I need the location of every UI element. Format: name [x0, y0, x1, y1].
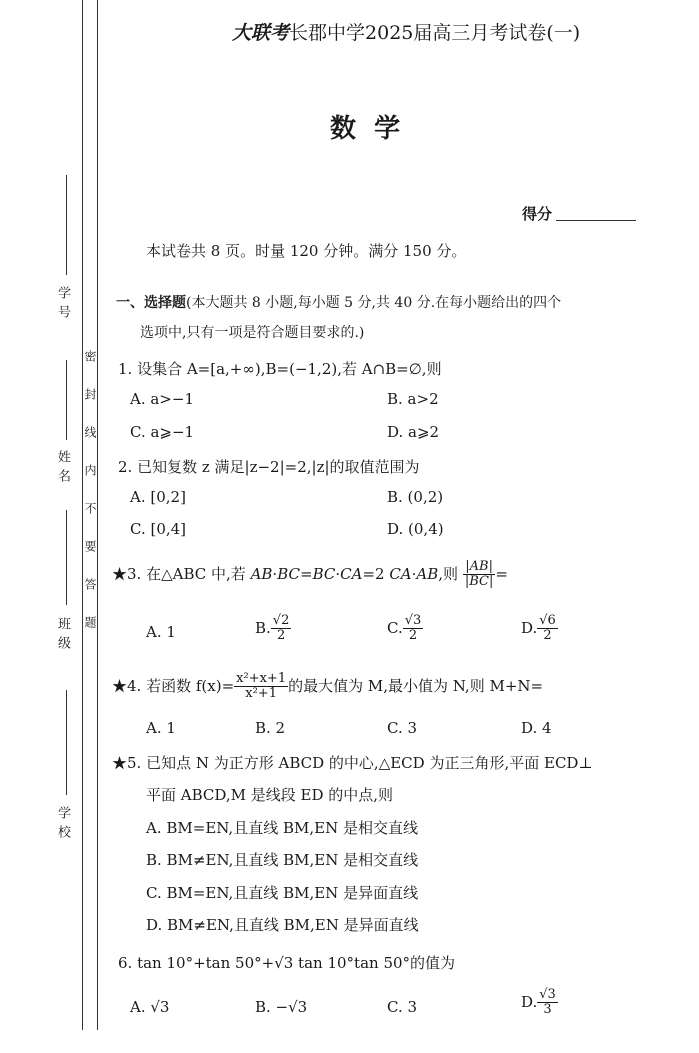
class-field[interactable]	[66, 510, 67, 605]
q1-option-d[interactable]: D. a⩾2	[387, 423, 440, 441]
exam-header	[232, 18, 580, 45]
q1-option-a[interactable]: A. a>−1	[130, 390, 194, 408]
name-field[interactable]	[66, 360, 67, 440]
section-desc-2: 选项中,只有一项是符合题目要求的.)	[140, 325, 365, 341]
q6-option-c[interactable]: C. 3	[387, 998, 418, 1016]
q3-option-c-label: C.	[387, 618, 403, 637]
q4-stem	[112, 672, 543, 702]
q5-option-b[interactable]: B. BM≠EN,且直线 BM,EN 是相交直线	[146, 851, 419, 869]
q4-star-icon: ★	[112, 676, 128, 695]
q3-star-icon: ★	[112, 564, 128, 583]
q2-option-a[interactable]: A. [0,2]	[130, 488, 186, 506]
side-label-student-id: 学号	[55, 286, 70, 324]
q1-stem: 1. 设集合 A=[a,+∞),B=(−1,2),若 A∩B=∅,则	[118, 360, 442, 378]
score-label: 得分	[522, 205, 553, 223]
q3-option-c-fraction: $\frac{√3}{2}$	[404, 613, 422, 644]
q4-option-d[interactable]: D. 4	[521, 719, 552, 737]
exam-title: 长郡中学2025届高三月考试卷(一)	[289, 22, 581, 44]
q6-stem: 6. tan 10°+tan 50°+√3 tan 10°tan 50°的值为	[118, 954, 456, 972]
q3-option-b[interactable]	[255, 614, 291, 644]
q4-function-fraction: $\frac{\text{x²+x+1}}{\text{x²+1}}$	[236, 671, 287, 702]
q3-option-d-fraction: $\frac{√6}{2}$	[539, 613, 556, 644]
q2-stem: 2. 已知复数 z 满足|z−2|=2,|z|的取值范围为	[118, 458, 420, 476]
section-title: 一、选择题	[116, 295, 186, 311]
q3-option-d-label: D.	[521, 618, 538, 637]
q3-option-b-label: B.	[255, 618, 271, 637]
q4-option-b[interactable]: B. 2	[255, 719, 286, 737]
q5-stem-line1	[112, 752, 593, 773]
q5-option-c[interactable]: C. BM=EN,且直线 BM,EN 是异面直线	[146, 884, 419, 902]
q3-ratio-fraction: $\frac{|AB|}{|BC|}$	[464, 559, 494, 590]
q1-option-c[interactable]: C. a⩾−1	[130, 423, 195, 441]
q3-option-d[interactable]	[521, 614, 558, 644]
subject-title: 数 学	[330, 114, 401, 144]
q6-option-d[interactable]	[521, 988, 558, 1018]
side-label-name: 姓名	[55, 450, 70, 488]
q4-stem-suffix: 的最大值为 M,最小值为 N,则 M+N=	[288, 676, 544, 695]
section-desc-1: (本大题共 8 小题,每小题 5 分,共 40 分.在每小题给出的四个	[186, 295, 562, 311]
q4-option-c[interactable]: C. 3	[387, 719, 418, 737]
q5-option-d[interactable]: D. BM≠EN,且直线 BM,EN 是异面直线	[146, 916, 419, 934]
student-id-field[interactable]	[66, 175, 67, 275]
school-field[interactable]	[66, 690, 67, 795]
q5-option-a[interactable]: A. BM=EN,且直线 BM,EN 是相交直线	[146, 819, 418, 837]
q5-line1-text: 5. 已知点 N 为正方形 ABCD 的中心,△ECD 为正三角形,平面 ECD⊥	[127, 754, 593, 772]
q6-option-b[interactable]: B. −√3	[255, 998, 308, 1016]
q3-dot-1: ·	[272, 564, 278, 583]
side-label-school: 学校	[55, 806, 70, 844]
q3-eq-tail: =	[495, 564, 508, 583]
q6-option-d-fraction: $\frac{√3}{3}$	[539, 987, 556, 1018]
side-label-class: 班级	[55, 617, 70, 655]
q3-stem-suffix: ,则	[438, 564, 459, 583]
q3-option-c[interactable]	[387, 614, 423, 644]
q4-stem-prefix: 4. 若函数 f(x)=	[127, 676, 235, 695]
seal-notice: 密封线内不要答题	[83, 350, 97, 654]
q2-option-b[interactable]: B. (0,2)	[387, 488, 444, 506]
q6-option-a[interactable]: A. √3	[130, 998, 170, 1016]
q2-option-d[interactable]: D. (0,4)	[387, 520, 444, 538]
brand-mark: 大联考	[232, 22, 290, 44]
q3-option-a[interactable]: A. 1	[146, 623, 176, 641]
q6-option-d-label: D.	[521, 992, 538, 1011]
q3-option-b-fraction: $\frac{√2}{2}$	[272, 613, 290, 644]
section-header	[116, 292, 561, 312]
q5-star-icon: ★	[112, 754, 128, 772]
score-field[interactable]	[556, 220, 636, 221]
q3-dot-3: ·	[411, 564, 417, 583]
q2-option-c[interactable]: C. [0,4]	[130, 520, 187, 538]
q1-option-b[interactable]: B. a>2	[387, 390, 439, 408]
exam-intro: 本试卷共 8 页。时量 120 分钟。满分 150 分。	[146, 242, 467, 260]
q3-dot-2: ·	[335, 564, 341, 583]
q3-stem: ★3. 在△ABC 中,若 AB·BC=BC·CA=2 CA·AB,则 $\frac{|AB|}{|BC|}$ =	[112, 559, 508, 590]
q5-stem-line2: 平面 ABCD,M 是线段 ED 的中点,则	[146, 786, 394, 804]
q3-stem-prefix: 3. 在△ABC 中,若	[127, 564, 246, 583]
q4-option-a[interactable]: A. 1	[146, 719, 176, 737]
